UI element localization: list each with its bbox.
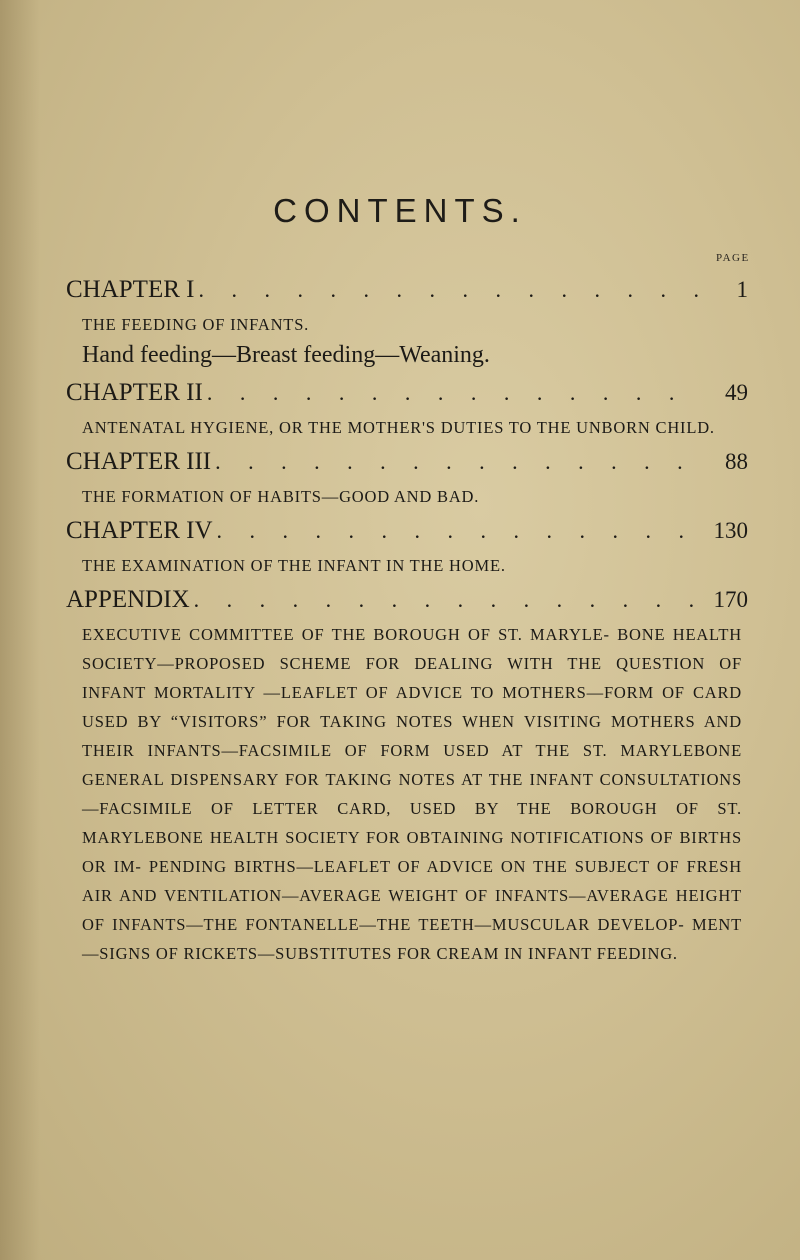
page-column-label: PAGE bbox=[716, 252, 750, 264]
chapter-subtitle: THE FEEDING OF INFANTS. bbox=[82, 315, 310, 334]
page-number: 170 bbox=[713, 587, 748, 612]
page-number: 49 bbox=[725, 380, 748, 405]
chapter-subtitle: THE FORMATION OF HABITS—GOOD AND BAD. bbox=[82, 487, 480, 506]
chapter-subtitle: THE EXAMINATION OF THE INFANT IN THE HOME. bbox=[82, 556, 506, 575]
chapter-description: Hand feeding—Breast feeding—Weaning. bbox=[82, 342, 490, 368]
chapter-subtitle: ANTENATAL HYGIENE, OR THE MOTHER'S DUTIES TO THE UNBORN CHILD. bbox=[82, 418, 715, 437]
chapter-label: CHAPTER IV bbox=[66, 517, 213, 544]
page-number: 1 bbox=[736, 277, 748, 302]
leader-dots bbox=[190, 580, 700, 620]
toc-entry-line[interactable] bbox=[66, 270, 748, 310]
toc-entry-line[interactable] bbox=[66, 373, 748, 413]
toc-entry-chapter-1 bbox=[66, 270, 748, 373]
toc-entry-appendix bbox=[66, 580, 748, 968]
chapter-label: CHAPTER I bbox=[66, 276, 195, 303]
toc-entry-line[interactable] bbox=[66, 511, 748, 551]
leader-dots bbox=[211, 442, 700, 482]
toc-entry-chapter-4 bbox=[66, 511, 748, 580]
leader-dots bbox=[194, 270, 700, 310]
toc-entry-chapter-2 bbox=[66, 373, 748, 442]
chapter-label: CHAPTER III bbox=[66, 448, 212, 475]
toc-entry-line[interactable] bbox=[66, 442, 748, 482]
toc-entry-chapter-3 bbox=[66, 442, 748, 511]
leader-dots bbox=[203, 373, 700, 413]
leader-dots bbox=[213, 511, 700, 551]
chapter-label: APPENDIX bbox=[66, 586, 190, 613]
chapter-label: CHAPTER II bbox=[66, 379, 203, 406]
toc-entry-line[interactable] bbox=[66, 580, 748, 620]
page-title: CONTENTS. bbox=[273, 192, 527, 229]
appendix-contents: EXECUTIVE COMMITTEE OF THE BOROUGH OF ST. MARYLE- BONE HEALTH SOCIETY—PROPOSED SCHEME FOR DEALING WITH THE QUESTION OF INFANT MORTALITY —LEAFLET OF ADVICE TO MOTHERS—FORM OF CARD USED BY “VISITORS” FOR TAKING NOTES WHEN VISITING MOTHERS AND THEIR INFANTS—FACSIMILE OF FORM USED AT THE ST. MARYLEBONE GENERAL DISPENSARY FOR TAKING NOTES AT THE INFANT CONSULTATIONS—FACSIMILE OF LETTER CARD, USED BY THE BOROUGH OF ST. MARYLEBONE HEALTH SOCIETY FOR OBTAINING NOTIFICATIONS OF BIRTHS OR IM- PENDING BIRTHS—LEAFLET OF ADVICE ON THE SUBJECT OF FRESH AIR AND VENTILATION—AVERAGE WEIGHT OF INFANTS—AVERAGE HEIGHT OF INFANTS—THE FONTANELLE—THE TEETH—MUSCULAR DEVELOP- MENT—SIGNS OF RICKETS—SUBSTITUTES FOR CREAM IN INFANT FEEDING. bbox=[82, 625, 742, 963]
page-number: 88 bbox=[725, 449, 748, 474]
page-number: 130 bbox=[713, 518, 748, 543]
table-of-contents bbox=[66, 270, 748, 968]
